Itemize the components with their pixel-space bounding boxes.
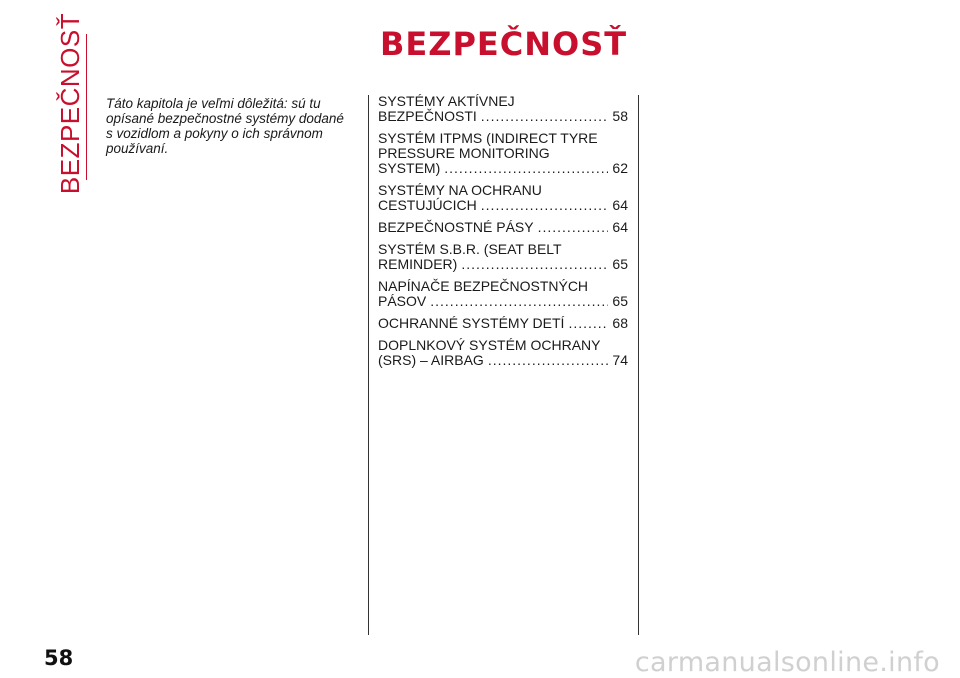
toc-page-number: 64 xyxy=(612,197,628,213)
toc-item-label: PÁSOV xyxy=(378,293,427,309)
toc-item[interactable] xyxy=(378,183,628,213)
toc-page-number: 64 xyxy=(612,219,628,235)
intro-line: opísané bezpečnostné systémy dodané xyxy=(106,111,344,126)
intro-line: s vozidlom a pokyny o ich správnom xyxy=(106,126,323,141)
toc-page-number: 65 xyxy=(612,256,628,272)
toc-page-number: 74 xyxy=(612,352,628,368)
intro-paragraph xyxy=(106,96,358,156)
intro-line: Táto kapitola je veľmi dôležitá: sú tu xyxy=(106,96,321,111)
side-tab xyxy=(55,12,86,194)
intro-line: používaní. xyxy=(106,141,169,156)
side-tab-rule xyxy=(86,34,87,180)
toc-item[interactable] xyxy=(378,220,628,235)
toc-page-number: 68 xyxy=(612,315,628,331)
watermark: carmanualsonline.info xyxy=(634,647,940,678)
column-divider-right xyxy=(638,95,639,635)
toc-item-heading: SYSTÉM S.B.R. (SEAT BELT xyxy=(378,241,562,257)
toc-leader-dots xyxy=(568,316,608,331)
toc-leader-dots xyxy=(488,353,609,368)
toc-item-heading: PRESSURE MONITORING xyxy=(378,145,550,161)
column-divider-left xyxy=(368,95,369,635)
toc-item-label: REMINDER) xyxy=(378,256,458,272)
toc-item[interactable] xyxy=(378,316,628,331)
toc-leader-dots xyxy=(538,220,609,235)
chapter-title: BEZPEČNOSŤ xyxy=(380,25,628,63)
toc-item-heading: SYSTÉMY NA OCHRANU xyxy=(378,182,542,198)
toc-leader-dots xyxy=(481,198,609,213)
toc-item[interactable] xyxy=(378,338,628,368)
toc-item-heading: DOPLNKOVÝ SYSTÉM OCHRANY xyxy=(378,337,601,353)
toc-item[interactable] xyxy=(378,242,628,272)
toc-item-heading: NAPÍNAČE BEZPEČNOSTNÝCH xyxy=(378,278,589,294)
toc-page-number: 62 xyxy=(612,160,628,176)
page-number: 58 xyxy=(44,646,74,670)
toc-page-number: 58 xyxy=(612,108,628,124)
toc-item-label: BEZPEČNOSTNÉ PÁSY xyxy=(378,219,534,235)
toc-item-heading: SYSTÉMY AKTÍVNEJ xyxy=(378,93,515,109)
toc-leader-dots xyxy=(461,257,608,272)
side-tab-label: BEZPEČNOSŤ xyxy=(55,12,86,194)
table-of-contents xyxy=(378,94,628,375)
toc-item-label: BEZPEČNOSTI xyxy=(378,108,477,124)
toc-item-label: SYSTEM) xyxy=(378,160,441,176)
toc-item-heading: SYSTÉM ITPMS (INDIRECT TYRE xyxy=(378,130,598,146)
toc-item-label: (SRS) – AIRBAG xyxy=(378,352,484,368)
toc-leader-dots xyxy=(430,294,608,309)
toc-item-label: OCHRANNÉ SYSTÉMY DETÍ xyxy=(378,315,565,331)
toc-item-label: CESTUJÚCICH xyxy=(378,197,477,213)
toc-leader-dots xyxy=(444,161,608,176)
toc-item[interactable] xyxy=(378,94,628,124)
toc-page-number: 65 xyxy=(612,293,628,309)
toc-item[interactable] xyxy=(378,279,628,309)
toc-item[interactable] xyxy=(378,131,628,176)
toc-leader-dots xyxy=(481,109,609,124)
